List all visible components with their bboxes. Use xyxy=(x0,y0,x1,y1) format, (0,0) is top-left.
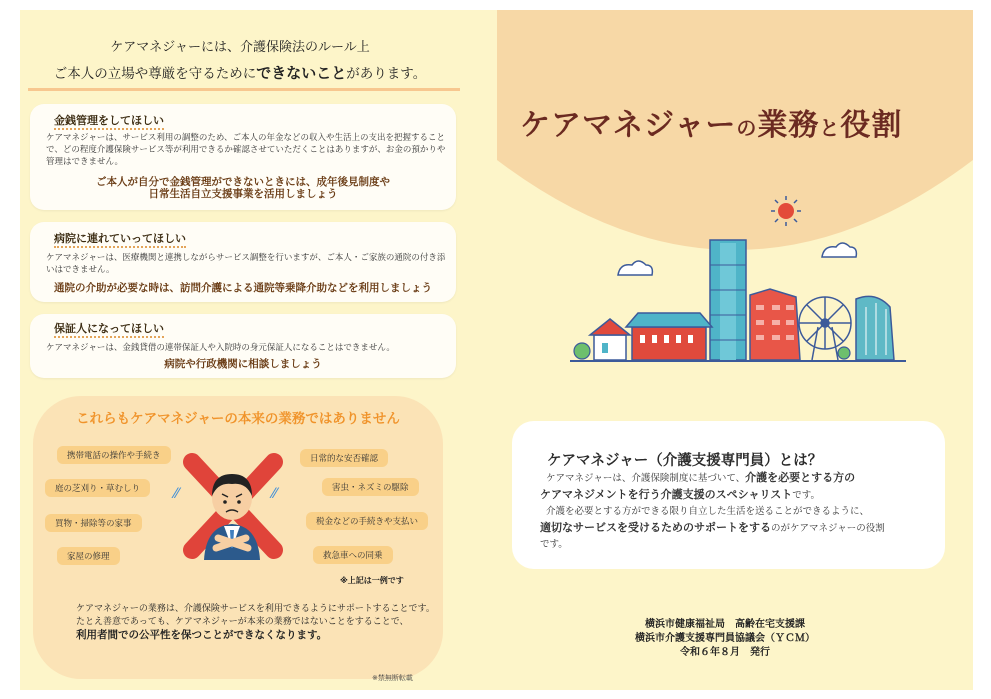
card-emphasis-line-1: ご本人が自分で金銭管理ができないときには、成年後見制度や xyxy=(96,176,390,188)
definition-line-2-bold: ケアマネジメントを行う介護支援のスペシャリスト xyxy=(540,488,793,501)
bottom-explanation xyxy=(76,603,435,642)
troubled-man-illustration xyxy=(178,452,286,560)
card-money-management xyxy=(30,104,456,210)
main-title-part-3: 業務 xyxy=(757,108,820,143)
card-emphasis: 通院の介助が必要な時は、訪問介護による通院等乗降介助などを利用しましょう xyxy=(54,282,432,294)
main-title-part-4: と xyxy=(819,116,841,140)
not-duty-item: 救急車への同乗 xyxy=(313,546,393,564)
not-duty-item: 税金などの手続きや支払い xyxy=(306,512,428,530)
sample-note: ※上記は一例です xyxy=(340,576,404,585)
definition-line-1-bold: 介護を必要とする方の xyxy=(745,471,856,484)
sweat-icon: ⁄⁄ xyxy=(174,486,179,502)
card-title: 病院に連れていってほしい xyxy=(54,230,186,248)
card-emphasis xyxy=(40,176,446,200)
not-duty-item: 買物・掃除等の家事 xyxy=(45,514,142,532)
card-title: 保証人になってほしい xyxy=(54,320,164,338)
not-duty-item: 家屋の修理 xyxy=(57,547,120,565)
card-emphasis-line-2: 日常生活自立支援事業を活用しましょう xyxy=(148,188,338,200)
issuer-line-3: 令和６年８月 発行 xyxy=(680,647,770,658)
header-line-2-suffix: があります。 xyxy=(346,66,427,82)
issuer-info xyxy=(610,618,840,660)
bottom-line-3: 利用者間での公平性を保つことができなくなります。 xyxy=(76,629,328,641)
main-title-part-2: の xyxy=(736,116,758,140)
definition-line-4-text: のがケアマネジャーの役割 xyxy=(771,523,885,534)
cityscape-illustration xyxy=(560,195,920,375)
bottom-line-1: ケアマネジャーの業務は、介護保険サービスを利用できるようにサポートすることです。 xyxy=(76,604,435,614)
header-line-2-bold: できないこと xyxy=(256,64,347,82)
definition-line-4-bold: 適切なサービスを受けるためのサポートをする xyxy=(540,521,771,534)
card-hospital-escort xyxy=(30,222,456,302)
card-body: ケアマネジャーは、サービス利用の調整のため、ご本人の年金などの収入や生活上の支出を把握すること で、どの程度介護保険サービス等が利用できるか確認させていただくことはありますが、お金の預かりや管理はできません。 xyxy=(46,133,446,167)
card-title: 金銭管理をしてほしい xyxy=(54,112,164,130)
bottom-line-2: たとえ善意であっても、ケアマネジャーが本来の業務ではないことをすることで、 xyxy=(76,617,409,627)
main-title xyxy=(520,100,902,144)
header-line-2-prefix: ご本人の立場や尊厳を守るために xyxy=(53,66,257,82)
card-body: ケアマネジャーは、医療機関と連携しながらサービス調整を行いますが、ご本人・ご家族の通院の付き添いはできません。 xyxy=(46,253,446,275)
definition-line-3 xyxy=(540,504,930,520)
main-title-part-1: ケアマネジャー xyxy=(520,108,737,143)
definition-line-5: です。 xyxy=(540,539,568,550)
card-body: ケアマネジャーは、金銭貸借の連帯保証人や入院時の身元保証人になることはできません。 xyxy=(46,343,395,353)
not-duties-title: これらもケアマネジャーの本来の業務ではありません xyxy=(76,411,400,427)
sun-icon xyxy=(771,196,801,226)
definition-line-3-text: 介護を必要とする方ができる限り自立した生活を送ることができるように、 xyxy=(546,506,870,517)
not-duty-item: 日常的な安否確認 xyxy=(300,449,388,467)
main-title-part-5: 役割 xyxy=(840,108,903,143)
definition-line-4 xyxy=(540,520,930,537)
card-emphasis: 病院や行政機関に相談しましょう xyxy=(164,358,322,370)
header-line-2 xyxy=(20,62,460,83)
not-duty-item: 携帯電話の操作や手続き xyxy=(57,446,171,464)
definition-line-1-text: ケアマネジャーは、介護保険制度に基づいて、 xyxy=(546,473,746,484)
issuer-line-2: 横浜市介護支援専門員協議会（ＹＣＭ） xyxy=(635,633,815,644)
sweat-icon: ⁄⁄ xyxy=(272,486,277,502)
copyright-note: ※禁無断転載 xyxy=(372,674,413,682)
issuer-line-1: 横浜市健康福祉局 高齢在宅支援課 xyxy=(645,619,805,630)
not-duty-item: 庭の芝刈り・草むしり xyxy=(45,479,150,497)
definition-title: ケアマネジャー（介護支援専門員）とは？ xyxy=(547,453,823,469)
definition-line-2-text: です。 xyxy=(792,490,820,501)
header-line-1: ケアマネジャーには、介護保険法のルール上 xyxy=(110,40,370,55)
not-duty-item: 害虫・ネズミの駆除 xyxy=(322,478,419,496)
header-divider xyxy=(28,88,460,91)
definition-body xyxy=(540,470,930,553)
definition-line-1 xyxy=(540,470,930,487)
card-guarantor xyxy=(30,314,456,378)
definition-line-2 xyxy=(540,487,930,504)
